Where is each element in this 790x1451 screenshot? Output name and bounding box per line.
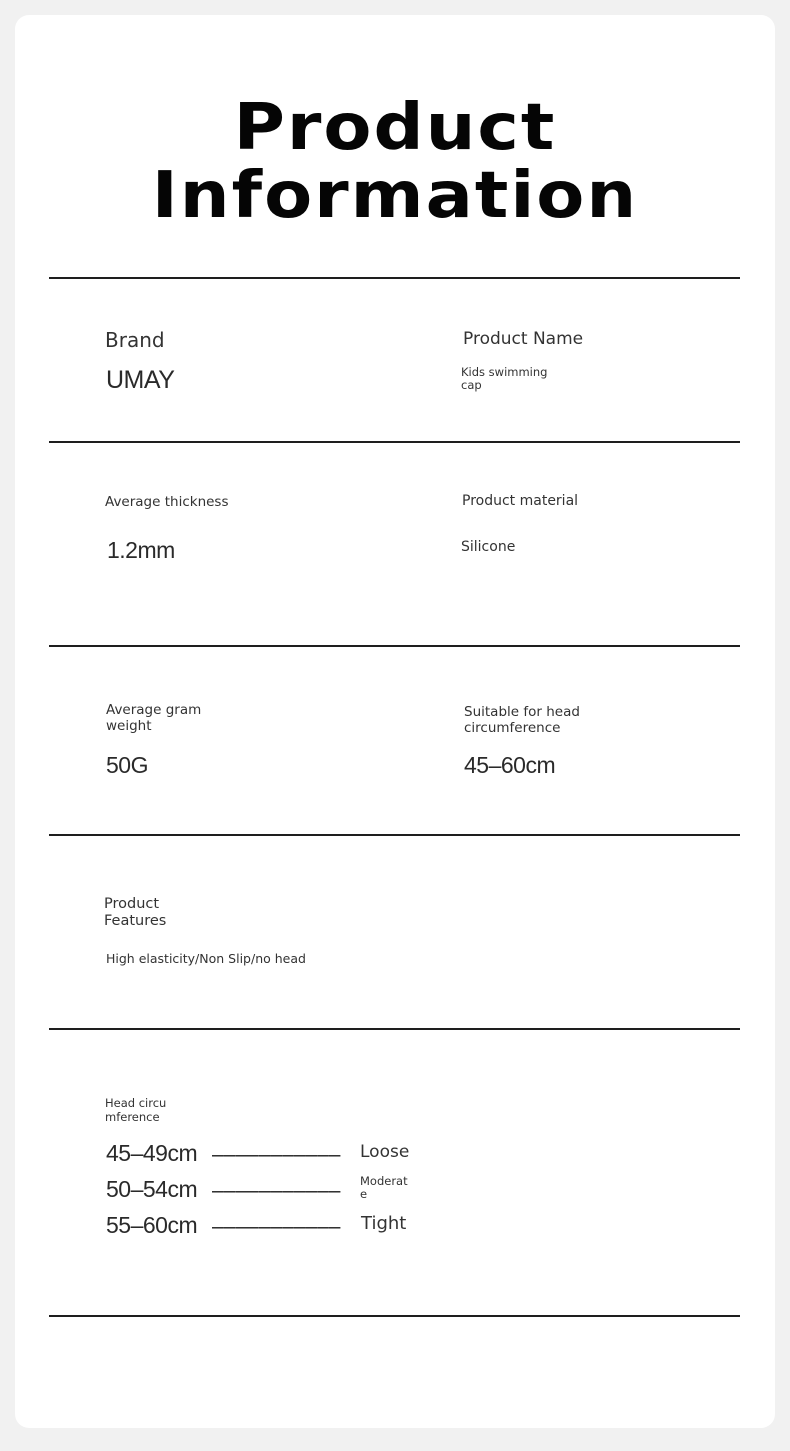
title-line-1: Product <box>233 89 557 165</box>
weight-label: Average gram weight <box>106 702 202 734</box>
size-row-separator: ––––––––––– <box>212 1215 341 1238</box>
product-name-label: Product Name <box>463 329 584 349</box>
product-name-value: Kids swimming cap <box>461 365 548 393</box>
size-guide-label: Head circu mference <box>105 1096 167 1124</box>
size-row-fit: Tight <box>361 1213 407 1234</box>
size-row-fit: Moderat e <box>360 1174 408 1202</box>
size-row-fit: Loose <box>360 1142 410 1162</box>
head-fit-label: Suitable for head circumference <box>464 704 580 736</box>
material-value: Silicone <box>461 539 516 555</box>
features-value: High elasticity/Non Slip/no head <box>106 951 306 966</box>
divider <box>49 1315 740 1317</box>
features-label: Product Features <box>104 896 167 930</box>
size-row-range: 55–60cm <box>106 1212 198 1238</box>
thickness-label: Average thickness <box>105 494 229 510</box>
title-line-2: Information <box>151 157 639 233</box>
divider <box>49 834 740 836</box>
divider <box>49 1028 740 1030</box>
size-row-separator: ––––––––––– <box>212 1179 341 1202</box>
head-fit-value: 45–60cm <box>464 752 556 778</box>
size-row-range: 50–54cm <box>106 1176 198 1202</box>
brand-value: UMAY <box>106 366 175 394</box>
thickness-value: 1.2mm <box>107 537 175 563</box>
size-row-separator: ––––––––––– <box>212 1143 341 1166</box>
divider <box>49 441 740 443</box>
material-label: Product material <box>462 493 579 509</box>
divider <box>49 645 740 647</box>
brand-label: Brand <box>105 328 165 352</box>
weight-value: 50G <box>106 752 148 778</box>
divider <box>49 277 740 279</box>
size-row-range: 45–49cm <box>106 1140 198 1166</box>
